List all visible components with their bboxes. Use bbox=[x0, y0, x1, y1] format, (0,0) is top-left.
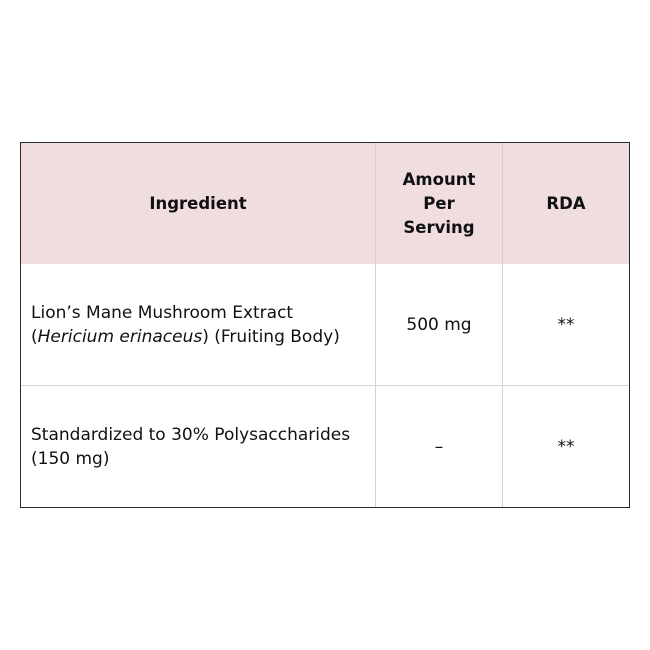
table-row-2-ingredient bbox=[21, 386, 376, 507]
ingredient-latin-name: Hericium erinaceus bbox=[37, 326, 203, 347]
rda-value: ** bbox=[557, 436, 575, 457]
supplement-facts-table bbox=[20, 142, 630, 508]
ingredient-text bbox=[31, 423, 350, 471]
table-row-1-rda bbox=[503, 264, 629, 386]
amount-value: – bbox=[434, 436, 444, 457]
header-ingredient-label: Ingredient bbox=[149, 193, 247, 213]
amount-value: 500 mg bbox=[406, 314, 472, 335]
table-row-2-amount bbox=[376, 386, 503, 507]
header-ingredient bbox=[21, 143, 376, 264]
ingredient-line-2: (150 mg) bbox=[31, 448, 110, 469]
table-row-2-rda bbox=[503, 386, 629, 507]
rda-value: ** bbox=[557, 314, 575, 335]
header-rda bbox=[503, 143, 629, 264]
ingredient-text bbox=[31, 301, 340, 349]
header-amount bbox=[376, 143, 503, 264]
header-rda-label: RDA bbox=[546, 193, 586, 213]
header-amount-label: Amount Per Serving bbox=[402, 169, 476, 237]
ingredient-part: ) (Fruiting Body) bbox=[202, 326, 340, 347]
ingredient-open-paren: ( bbox=[31, 326, 38, 347]
table-row-1-amount bbox=[376, 264, 503, 386]
ingredient-line-1: Standardized to 30% Polysaccharides bbox=[31, 424, 351, 445]
ingredient-name: Lion’s Mane Mushroom Extract bbox=[31, 302, 294, 323]
table-row-1-ingredient bbox=[21, 264, 376, 386]
